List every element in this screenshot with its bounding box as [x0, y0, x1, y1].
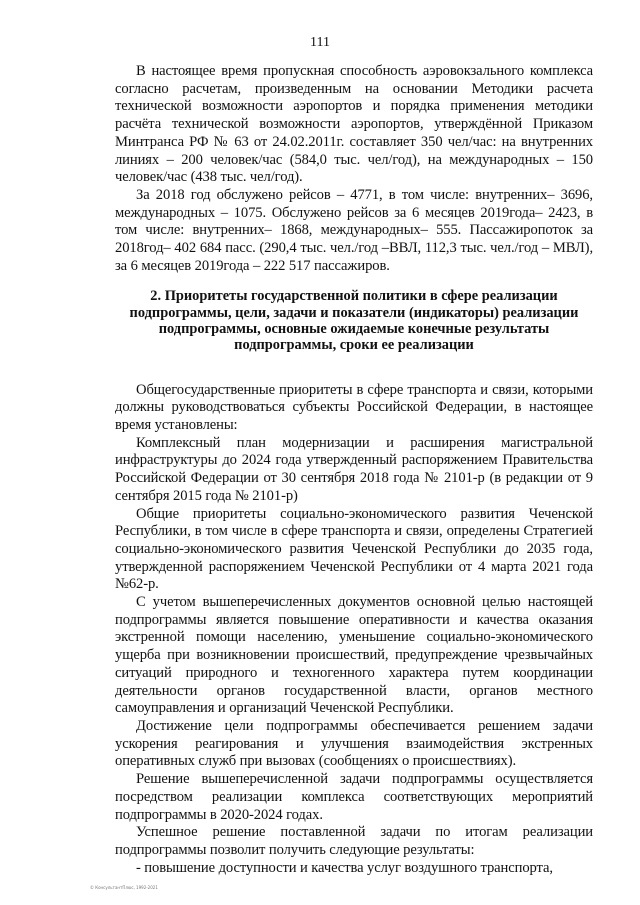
paragraph: Общие приоритеты социально-экономического развития Чеченской Республики, в том числе в сфере транспорта и связи, определены Стратегией социально-экономического развития Чеченской Республики до 2035 года, утвержденной распоряжением Чеченской Республики от 4 марта 2021 года №62-р. [115, 505, 593, 593]
page-number: 111 [310, 35, 330, 50]
section-heading: 2. Приоритеты государственной политики в сфере реализации подпрограммы, цели, задачи и показатели (индикаторы) реализации подпрограммы, основные ожидаемые конечные результаты подпрограммы, сроки ее реализации [129, 288, 579, 354]
paragraph: Достижение цели подпрограммы обеспечивается решением задачи ускорения реагирования и улучшения взаимодействия экстренных оперативных служб при вызовах (сообщениях о происшествиях). [115, 717, 593, 770]
document-body [115, 63, 593, 877]
footer-note: © КонсультантПлюс, 1992-2021 [90, 885, 158, 890]
paragraph: Успешное решение поставленной задачи по итогам реализации подпрограммы позволит получить следующие результаты: [115, 824, 593, 858]
paragraph: В настоящее время пропускная способность аэровокзального комплекса согласно расчетам, произведенным на основании Методики расчета технической возможности аэропортов и порядка применения методики расчёта технической возможности аэропортов, утверждённой Приказом Минтранса РФ № 63 от 24.02.2011г. составляет 350 чел/час: на внутренних линиях – 200 человек/час (584,0 тыс. чел/год), на международных – 150 человек/час (438 тыс. чел/год). [115, 63, 593, 186]
paragraph: Общегосударственные приоритеты в сфере транспорта и связи, которыми должны руководствоваться субъекты Российской Федерации, в настоящее время установлены: [115, 381, 593, 434]
paragraph: За 2018 год обслужено рейсов – 4771, в том числе: внутренних– 3696, международных – 1075. Обслужено рейсов за 6 месяцев 2019года– 2423, в том числе: внутренних– 1868, международных– 555. Пассажиропоток за 2018год– 402 684 пасс. (290,4 тыс. чел./год –ВВЛ, 112,3 тыс. чел./год – МВЛ), за 6 месяцев 2019года – 222 517 пассажиров. [115, 186, 593, 274]
paragraph: С учетом вышеперечисленных документов основной целью настоящей подпрограммы является повышение оперативности и качества оказания экстренной помощи населению, уменьшение социально-экономического ущерба при возникновении происшествий, предупреждение чрезвычайных ситуаций природного и техногенного характера путем координации деятельности органов государственной власти, органов местного самоуправления и организаций Чеченской Республики. [115, 594, 593, 717]
bullet-item: - повышение доступности и качества услуг воздушного транспорта, [136, 859, 553, 876]
paragraph: Комплексный план модернизации и расширения магистральной инфраструктуры до 2024 года утвержденный распоряжением Правительства Российской Федерации от 30 сентября 2018 года № 2101-р (в редакции от 9 сентября 2015 года № 2101-р) [115, 434, 593, 504]
paragraph: Решение вышеперечисленной задачи подпрограммы осуществляется посредством реализации комплекса соответствующих мероприятий подпрограммы в 2020-2024 годах. [115, 771, 593, 823]
